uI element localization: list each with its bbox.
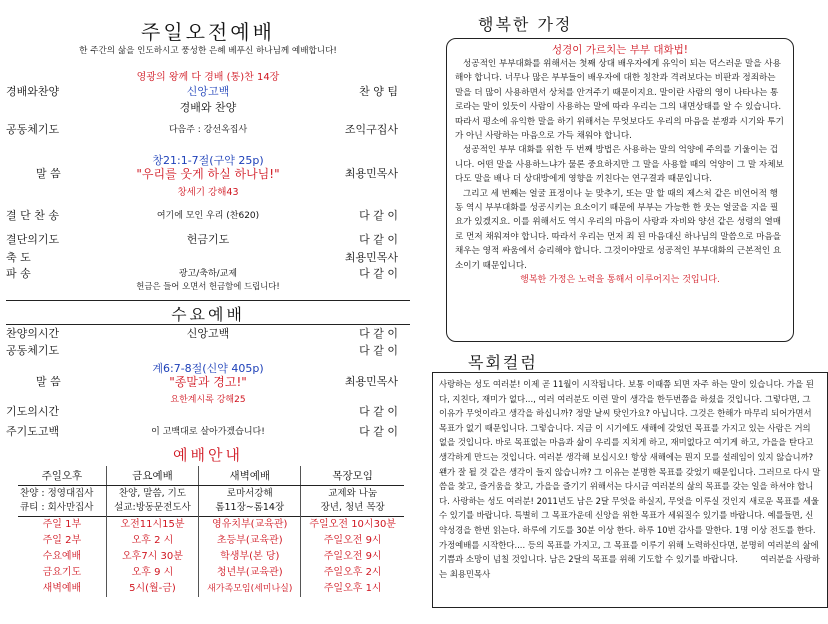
guide-header: 새벽예배 — [199, 466, 301, 486]
right-page — [428, 0, 828, 624]
scripture: 창21:1-7절(구약 25p) — [152, 154, 264, 167]
table-cell: 수요예배 — [42, 551, 82, 562]
family-paragraph: 성공적인 부부대화를 위해서는 첫째 상대 배우자에게 유익이 되는 덕스러운 말을 사용해야 합니다. 너무나 많은 부부들이 배우자에 대한 칭찬과 격려보다는 비판과 정죄하는 말을 더 많이 사용하면서 상처를 안겨주기 때문이지요. 말이란 사람의 영이 나타나는 통로라는 말이 있듯이 사람이 사용하는 말에 따라 우리는 그의 내면상태를 알 수 있습니다. 따라서 평소에 유익한 말을 하기 위해서는 무엇보다도 우리의 마음을 분쟁과 시기와 투기가 아닌 사랑하는 마음으로 가득 채워야 합니다. — [455, 59, 784, 142]
row-content: 이 고백대로 살아가겠습니다! — [151, 427, 265, 437]
table-cell: 청년부(교육관) — [199, 565, 301, 581]
table-cell: 5시(월-금) — [106, 581, 198, 597]
table-row — [18, 549, 404, 565]
table-cell: 오후7시 30분 — [106, 549, 198, 565]
row-leader: 다 같 이 — [359, 425, 398, 438]
table-row — [18, 565, 404, 581]
page-title: 주일오전예배 — [141, 20, 275, 44]
table-cell: 주일오전 9시 — [301, 533, 404, 549]
row-label: 결단의기도 — [6, 233, 60, 246]
worship-guide-table — [18, 466, 404, 597]
subtitle: 한 주간의 삶을 인도하시고 풍성한 은혜 베푸신 하나님께 예배합니다! — [79, 46, 337, 56]
guide-header: 금요예배 — [106, 466, 198, 486]
row-label: 말 씀 — [36, 375, 61, 388]
row-content: 신앙고백 — [186, 327, 230, 340]
service-row — [6, 84, 410, 100]
family-box — [446, 38, 794, 342]
table-cell: 오전11시15분 — [106, 517, 198, 534]
table-cell: 금요기도 — [42, 567, 82, 578]
offering-note: 헌금은 들어 오면서 헌금함에 드립니다! — [136, 281, 280, 291]
row-leader: 최용민목사 — [344, 375, 398, 388]
sermon-row — [6, 166, 410, 182]
row-label: 공동체기도 — [6, 344, 60, 357]
divider — [6, 300, 410, 301]
table-row — [18, 517, 404, 534]
row-content: 다음주 : 강선옥집사 — [168, 125, 248, 135]
sermon-ref: 요한계시록 강해25 — [170, 395, 246, 405]
table-cell: 로마서강해 롬11장~롬14장 — [199, 486, 301, 517]
row-label: 경배와찬양 — [6, 85, 60, 98]
table-cell: 초등부(교육관) — [199, 533, 301, 549]
row-content: 경배와 찬양 — [179, 101, 237, 114]
row-label: 결 단 찬 송 — [6, 209, 59, 222]
table-cell: 찬양 : 정영대집사 큐티 : 회사만집사 — [20, 488, 94, 513]
family-footer: 행복한 가정은 노력을 통해서 이루어지는 것입니다. — [520, 275, 720, 286]
family-title: 행복한 가정 — [478, 15, 573, 34]
divider — [6, 324, 410, 325]
guide-header: 목장모임 — [301, 466, 404, 486]
service-row — [6, 326, 410, 342]
row-content: 여기에 모인 우리 (찬620) — [156, 211, 260, 221]
family-paragraph: 성공적인 부부 대화를 위한 두 번째 방법은 사용하는 말의 억양에 주의를 기울이는 겁니다. 어떤 말을 사용하느냐가 물론 중요하지만 그 말을 사용할 때의 억양이 그 말 자체보다도 말을 배나 더 상대방에게 영향을 끼친다는 연구결과 때문입니다. — [455, 145, 784, 185]
row-leader: 다 같 이 — [359, 209, 398, 222]
row-leader: 다 같 이 — [359, 327, 398, 340]
row-label: 축 도 — [6, 251, 31, 264]
wed-scripture: 계6:7-8절(신약 405p) — [152, 362, 264, 375]
column-title: 목회컬럼 — [468, 353, 538, 372]
table-cell: 주일오후 2시 — [301, 565, 404, 581]
sermon-title: "종말과 경고!" — [169, 375, 247, 389]
row-label: 공동체기도 — [6, 123, 60, 136]
table-cell: 주일 1부 — [42, 519, 82, 530]
table-cell: 새가족모임(세미나실) — [199, 581, 301, 597]
row-leader: 찬 양 팀 — [359, 85, 398, 98]
sermon-title: "우리를 웃게 하실 하나님!" — [136, 167, 280, 181]
service-row — [6, 100, 410, 116]
column-signature: 여러분을 사랑하는 최용민목사 — [439, 554, 820, 579]
service-row — [6, 250, 410, 266]
row-label: 파 송 — [6, 267, 31, 280]
column-text: 사랑하는 성도 여러분! 이제 곧 11월이 시작됩니다. 보통 이때쯤 되면 자주 하는 말이 있습니다. 가을 된다, 지친다, 재미가 없다..., 여러 여러분도 이런 말이 생각을 한두번쯤을 하셨을 것입니다. 그렇다면, 그 이유가 무엇이라고 생각을 하십니까? 정말 날씨 탓인가요? 아닙니다. 그것은 한해가 마무리 되어가면서 목표가 없기 때문입니다. 그렇습니다. 지금 이 시기에도 새해에 갖었던 목표를 가지고 있는 사람은 거의 없을 것입니다. 바로 목표없는 마음과 삶이 우리를 지치게 하고, 재미없다고 여기게 하고, 가을을 탄다고 생각하게 만드는 것입니다. 여러분 생각해 보십시오! 항상 새해에는 뭔지 모를 설레임이 있지 않습니까? 왠가 잘 될 것 같은 생각이 들지 않습니까? 그 이유는 분명한 목표를 갖었기 때문입니다. 그러므로 다시 말씀을 찾고, 즐거움을 찾고, 가을을 즐기기 위해서는 다시금 여러분의 삶의 목표를 갖는 일을 하셔야 합니다. 사랑하는 성도 여러분! 2011년도 남은 2달 무엇을 하실지, 무엇을 이루실 것인지 새로운 목표를 세울수 있기를 바랍니다. 특별히 그 목표가운데 신앙을 위한 목표가 세워질수 있기를 바랍니다. 예를들면, 신약성경을 한번 읽는다. 하루에 기도를 30분 이상 한다. 하루 10번 감사를 말한다. 1명 이상 전도를 한다. 가정예배를 시작한다.... 등의 목표를 가지고, 그 목표를 이루기 위해 노력하신다면, 분명히 여러분의 삶에 기쁨과 소망이 넘칠 것입니다. 남은 2달의 목표를 위해 기도할 수 있기를 바랍니다. — [439, 379, 821, 565]
row-leader: 다 같 이 — [359, 267, 398, 280]
column-box — [432, 372, 828, 608]
service-row — [6, 232, 410, 248]
table-cell: 찬양, 말씀, 기도 설교:방동문전도사 — [106, 486, 198, 517]
guide-header: 주일오후 — [18, 466, 106, 486]
table-cell: 영유치부(교육관) — [199, 517, 301, 534]
sermon-ref: 창세기 강해43 — [177, 187, 239, 198]
family-paragraph: 그리고 세 번째는 얼굴 표정이나 눈 맞추기, 또는 말 할 때의 제스처 같은 비언어적 행동 역시 부부대화를 성공시키는 요소이기 때문에 부부는 가능한 한 웃는 얼굴을 지을 필요가 있겠지요. 이를 위해서도 역시 우리의 마음이 사랑과 자비와 양선 같은 성령의 열매로 먼저 채워져야 합니다. 따라서 우리는 먼저 죄 된 마음대신 하나님의 말씀으로 마음을 채우는 영적 싸움에서 승리해야 합니다. 그것이야말로 성공적인 부부대화의 근본적인 요소이기 때문입니다. — [455, 188, 782, 271]
table-row — [18, 486, 404, 517]
row-content: 신앙고백 — [186, 85, 230, 98]
row-content: 헌금기도 — [186, 233, 230, 246]
service-row — [6, 122, 410, 138]
service-row — [6, 343, 410, 359]
table-cell: 오후 2 시 — [106, 533, 198, 549]
service-row — [6, 424, 410, 440]
guide-title: 예배안내 — [173, 446, 243, 464]
table-cell: 학생부(본 당) — [199, 549, 301, 565]
wed-title: 수요예배 — [171, 305, 245, 324]
row-leader: 최용민목사 — [344, 167, 398, 180]
family-heading: 성경이 가르치는 부부 대화법! — [552, 44, 688, 56]
service-row — [6, 404, 410, 420]
row-label: 말 씀 — [36, 167, 61, 180]
table-cell: 주일 2부 — [42, 535, 82, 546]
row-label: 주기도고백 — [6, 425, 60, 438]
row-leader: 조익구집사 — [344, 123, 398, 136]
table-cell: 오후 9 시 — [106, 565, 198, 581]
row-leader: 다 같 이 — [359, 344, 398, 357]
row-leader: 최용민목사 — [344, 251, 398, 264]
table-row — [18, 533, 404, 549]
row-leader: 다 같 이 — [359, 405, 398, 418]
table-cell: 주일오전 10시30분 — [301, 517, 404, 534]
table-cell: 주일오후 1시 — [301, 581, 404, 597]
row-label: 찬양의시간 — [6, 327, 60, 340]
sermon-row — [6, 374, 410, 390]
table-cell: 새벽예배 — [42, 583, 82, 594]
table-cell: 주일오전 9시 — [301, 549, 404, 565]
praise-line: 영광의 왕께 다 경배 (통)찬 14장 — [136, 72, 280, 83]
service-row — [6, 208, 410, 224]
table-row — [18, 581, 404, 597]
row-content: 광고/축하/교제 — [178, 269, 238, 279]
row-label: 기도의시간 — [6, 405, 60, 418]
table-cell: 교제와 나눔 장년, 청년 목장 — [301, 486, 404, 517]
row-leader: 다 같 이 — [359, 233, 398, 246]
